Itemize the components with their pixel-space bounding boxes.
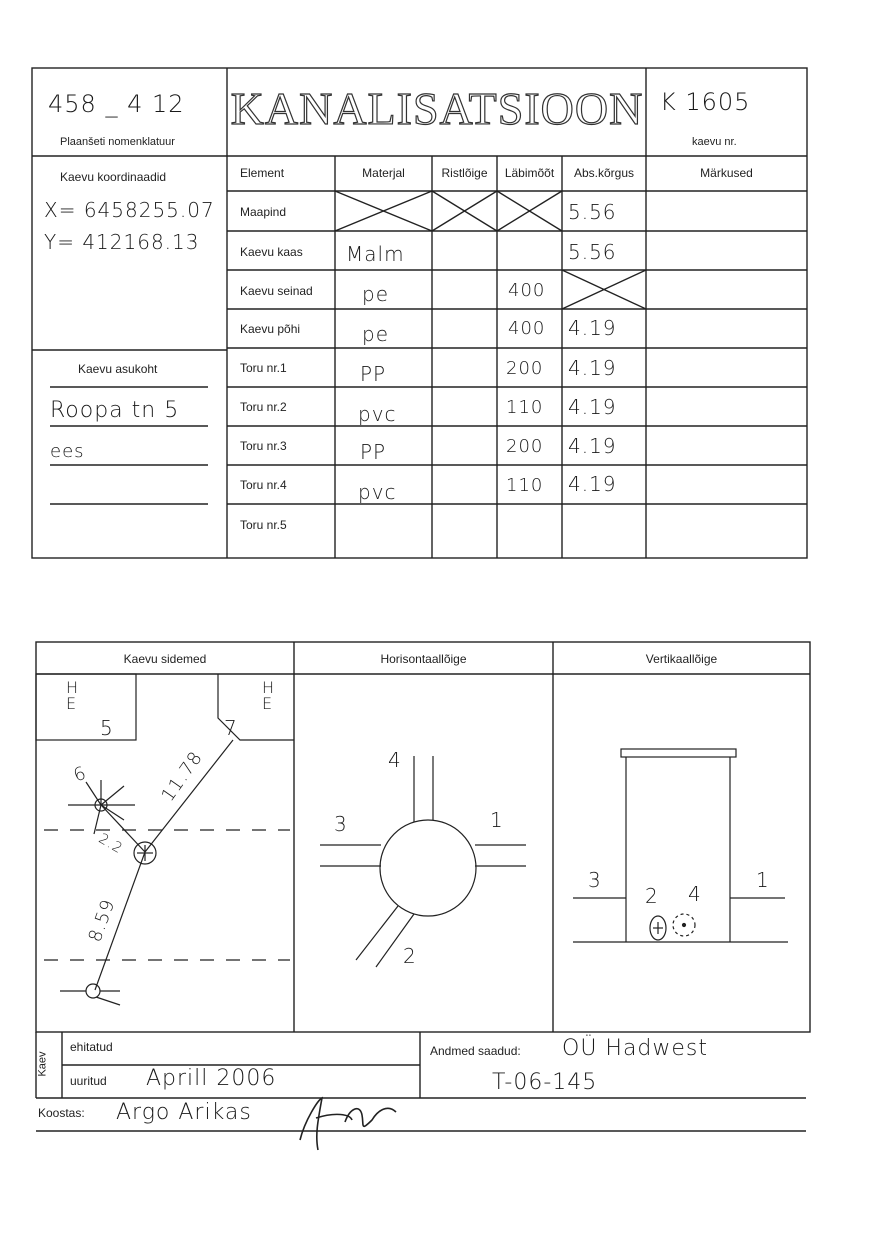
hz-label-2: 2: [403, 944, 417, 968]
coordinate-x: X= 6458255.07: [44, 198, 215, 222]
conn-length-3: 8.59: [84, 896, 120, 945]
compiled-value: Argo Arikas: [116, 1100, 252, 1125]
row-element: Toru nr.2: [240, 400, 287, 414]
row-element: Kaevu põhi: [240, 322, 301, 336]
row-diameter: 400: [508, 318, 546, 339]
well-number-value: K 1605: [660, 88, 751, 116]
coordinate-y: Y= 412168.13: [44, 230, 200, 254]
surveyed-label: uuritud: [70, 1074, 107, 1088]
vertical-section-label: Vertikaallõige: [645, 652, 718, 666]
row-abs: 5.56: [568, 240, 617, 264]
conn-length-1: 11.78: [157, 747, 208, 806]
connections-label: Kaevu sidemed: [123, 652, 207, 666]
location-line1: Roopa tn 5: [50, 398, 180, 423]
row-abs: 4.19: [568, 395, 617, 419]
conn-he-right: H E: [262, 678, 276, 713]
row-abs: 4.19: [568, 434, 617, 458]
hz-label-3: 3: [334, 812, 348, 836]
location-label: Kaevu asukoht: [78, 362, 158, 376]
vt-label-3: 3: [588, 868, 602, 892]
row-element: Toru nr.1: [240, 361, 287, 375]
surveyed-value: Aprill 2006: [146, 1066, 277, 1091]
side-label: Kaev: [36, 1051, 49, 1077]
row-element: Kaevu seinad: [240, 284, 313, 298]
hz-label-4: 4: [388, 748, 402, 772]
col-header-remarks: Märkused: [700, 166, 753, 180]
horizontal-section-sketch: [320, 756, 526, 967]
row-element: Toru nr.3: [240, 439, 287, 453]
vt-label-1: 1: [756, 868, 770, 892]
vt-label-2: 2: [645, 884, 659, 908]
row-diameter: 110: [506, 397, 544, 418]
row-material: Malm: [346, 242, 405, 266]
row-material: pvc: [358, 480, 397, 504]
row-abs: 4.19: [568, 316, 617, 340]
row-material: pe: [362, 282, 389, 306]
connections-sketch: [36, 674, 294, 1005]
row-diameter: 400: [508, 280, 546, 301]
location-line2: ees: [50, 441, 85, 462]
row-abs: 4.19: [568, 356, 617, 380]
row-abs: 5.56: [568, 200, 617, 224]
data-from-label: Andmed saadud:: [430, 1044, 521, 1058]
row-diameter: 200: [506, 358, 544, 379]
conn-he-left: H E: [66, 678, 80, 713]
data-from-code: T-06-145: [492, 1070, 598, 1095]
page-title: KANALISATSIOON: [230, 83, 644, 134]
col-header-section: Ristlõige: [441, 166, 488, 180]
map-sheet-value: 458 _ 4 12: [48, 90, 185, 118]
row-material: pvc: [358, 402, 397, 426]
row-element: Maapind: [240, 205, 287, 219]
col-header-diameter: Läbimõõt: [504, 166, 555, 180]
hz-label-1: 1: [490, 808, 504, 832]
row-material: PP: [360, 440, 387, 464]
col-header-material: Materjal: [362, 166, 405, 180]
row-diameter: 200: [506, 436, 544, 457]
row-material: pe: [362, 322, 389, 346]
row-diameter: 110: [506, 475, 544, 496]
coordinates-label: Kaevu koordinaadid: [60, 170, 167, 184]
vt-label-4: 4: [688, 882, 702, 906]
row-material: PP: [360, 362, 387, 386]
row-element: Kaevu kaas: [240, 245, 303, 259]
col-header-element: Element: [240, 166, 285, 180]
col-header-abs-height: Abs.kõrgus: [573, 166, 635, 180]
row-element: Toru nr.4: [240, 478, 287, 492]
well-number-label: kaevu nr.: [692, 136, 737, 148]
row-abs: 4.19: [568, 472, 617, 496]
compiled-label: Koostas:: [38, 1106, 85, 1120]
row-element: Toru nr.5: [240, 518, 287, 532]
built-label: ehitatud: [70, 1040, 113, 1054]
map-sheet-label: Plaanšeti nomenklatuur: [60, 136, 175, 148]
horizontal-section-label: Horisontaallõige: [380, 652, 467, 666]
signature-image: [300, 1098, 396, 1150]
data-from-value: OÜ Hadwest: [562, 1036, 709, 1061]
conn-length-2: 2.2: [95, 830, 126, 858]
vertical-section-sketch: [573, 749, 788, 942]
conn-5: 5: [100, 716, 114, 740]
conn-7: 7: [224, 716, 238, 740]
conn-6: 6: [70, 762, 90, 787]
